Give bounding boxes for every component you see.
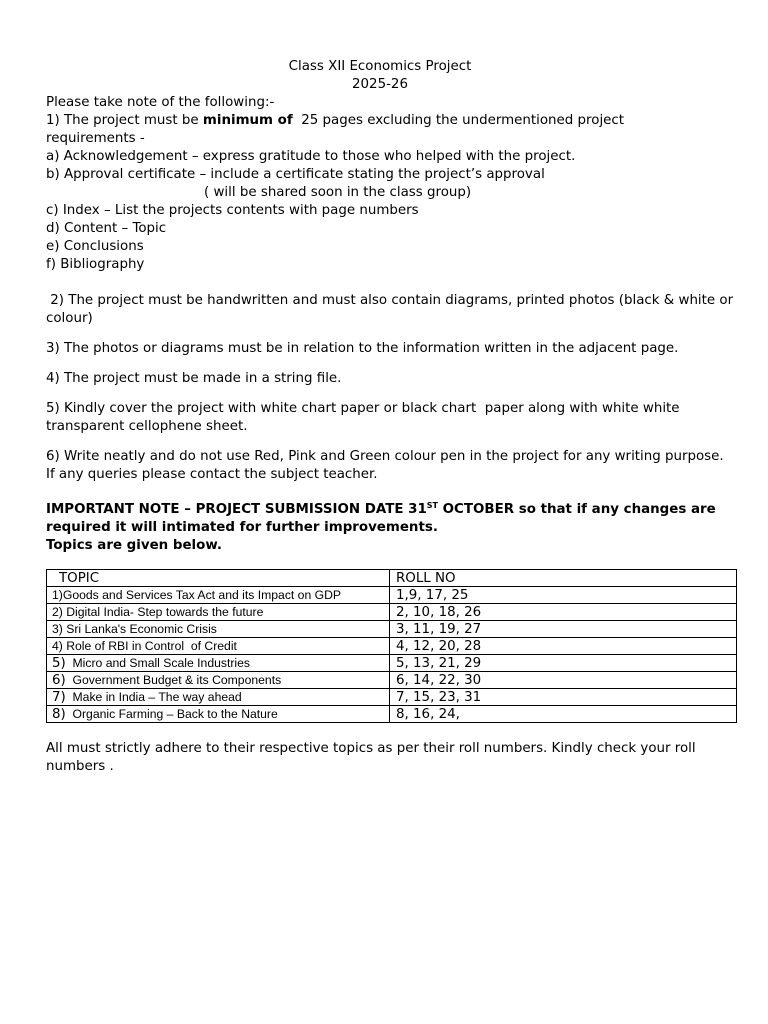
header-roll-no: ROLL NO xyxy=(390,570,737,587)
topic-cell xyxy=(47,621,390,638)
topics-table xyxy=(46,569,737,723)
topics-intro: Topics are given below. xyxy=(46,538,222,553)
topic-cell xyxy=(47,604,390,621)
topic-title: Goods and Services Tax Act and its Impact on GDP xyxy=(62,587,342,602)
document-title: Class XII Economics Project xyxy=(288,59,472,74)
table-row xyxy=(47,604,737,621)
point-1-bold: minimum of xyxy=(202,113,293,128)
requirement-a: a) Acknowledgement – express gratitude to those who helped with the project. xyxy=(46,149,576,164)
topic-title: Role of RBI in Control of Credit xyxy=(62,638,237,653)
topic-title: Micro and Small Scale Industries xyxy=(65,655,250,670)
topic-number: 2) xyxy=(52,604,63,619)
requirement-e: e) Conclusions xyxy=(46,239,144,254)
topic-title: Digital India- Step towards the future xyxy=(62,604,264,619)
roll-numbers-cell: 2, 10, 18, 26 xyxy=(390,604,737,621)
topic-title: Make in India – The way ahead xyxy=(65,689,242,704)
intro-text: Please take note of the following:- xyxy=(46,95,275,110)
topic-title: Sri Lanka's Economic Crisis xyxy=(62,621,217,636)
table-header-row xyxy=(47,570,737,587)
roll-numbers-cell: 1,9, 17, 25 xyxy=(390,587,737,604)
table-row xyxy=(47,655,737,672)
academic-year: 2025-26 xyxy=(352,77,408,92)
topic-number: 6) xyxy=(52,672,66,688)
topic-cell xyxy=(47,587,390,604)
topic-number: 7) xyxy=(52,689,66,705)
point-3: 3) The photos or diagrams must be in relation to the information written in the adjacent page. xyxy=(46,341,679,356)
point-6: 6) Write neatly and do not use Red, Pink and Green colour pen in the project for any writing purpose. xyxy=(46,449,724,464)
topic-cell xyxy=(47,655,390,672)
topic-number: 4) xyxy=(52,638,63,653)
requirement-c: c) Index – List the projects contents with page numbers xyxy=(46,203,419,218)
requirement-b-note: ( will be shared soon in the class group) xyxy=(204,185,472,200)
requirement-f: f) Bibliography xyxy=(46,257,145,272)
roll-numbers-cell: 6, 14, 22, 30 xyxy=(390,672,737,689)
table-row xyxy=(47,638,737,655)
topic-number: 1) xyxy=(52,587,63,602)
table-row xyxy=(47,587,737,604)
roll-numbers-cell: 7, 15, 23, 31 xyxy=(390,689,737,706)
roll-numbers-cell: 8, 16, 24, xyxy=(390,706,737,723)
topic-cell xyxy=(47,638,390,655)
document-page xyxy=(46,58,738,776)
table-row xyxy=(47,689,737,706)
point-1-line2: requirements - xyxy=(46,131,145,146)
footer-note: All must strictly adhere to their respective topics as per their roll numbers. Kindly check your roll numbers . xyxy=(46,741,700,774)
header-topic: TOPIC xyxy=(47,570,390,587)
table-row xyxy=(47,672,737,689)
topic-title: Government Budget & its Components xyxy=(65,672,282,687)
roll-numbers-cell: 5, 13, 21, 29 xyxy=(390,655,737,672)
topic-number: 3) xyxy=(52,621,63,636)
topic-number: 8) xyxy=(52,706,66,722)
roll-numbers-cell: 4, 12, 20, 28 xyxy=(390,638,737,655)
requirement-b: b) Approval certificate – include a certificate stating the project’s approval xyxy=(46,167,545,182)
topic-number: 5) xyxy=(52,655,66,671)
queries-text: If any queries please contact the subject teacher. xyxy=(46,467,378,482)
topic-cell xyxy=(47,689,390,706)
point-5: 5) Kindly cover the project with white chart paper or black chart paper along with white white transparent cellophene sheet. xyxy=(46,401,684,434)
point-1: 1) The project must be minimum of 25 pages excluding the undermentioned project xyxy=(46,113,625,128)
table-row xyxy=(47,706,737,723)
topic-title: Organic Farming – Back to the Nature xyxy=(65,706,278,721)
point-4: 4) The project must be made in a string file. xyxy=(46,371,342,386)
roll-numbers-cell: 3, 11, 19, 27 xyxy=(390,621,737,638)
topic-cell xyxy=(47,672,390,689)
point-2: 2) The project must be handwritten and must also contain diagrams, printed photos (black & white or colour) xyxy=(46,293,738,326)
table-row xyxy=(47,621,737,638)
topic-cell xyxy=(47,706,390,723)
important-note: IMPORTANT NOTE – PROJECT SUBMISSION DATE 31ST OCTOBER so that if any changes are required it will intimated for further improvements. xyxy=(46,501,721,535)
requirement-d: d) Content – Topic xyxy=(46,221,167,236)
